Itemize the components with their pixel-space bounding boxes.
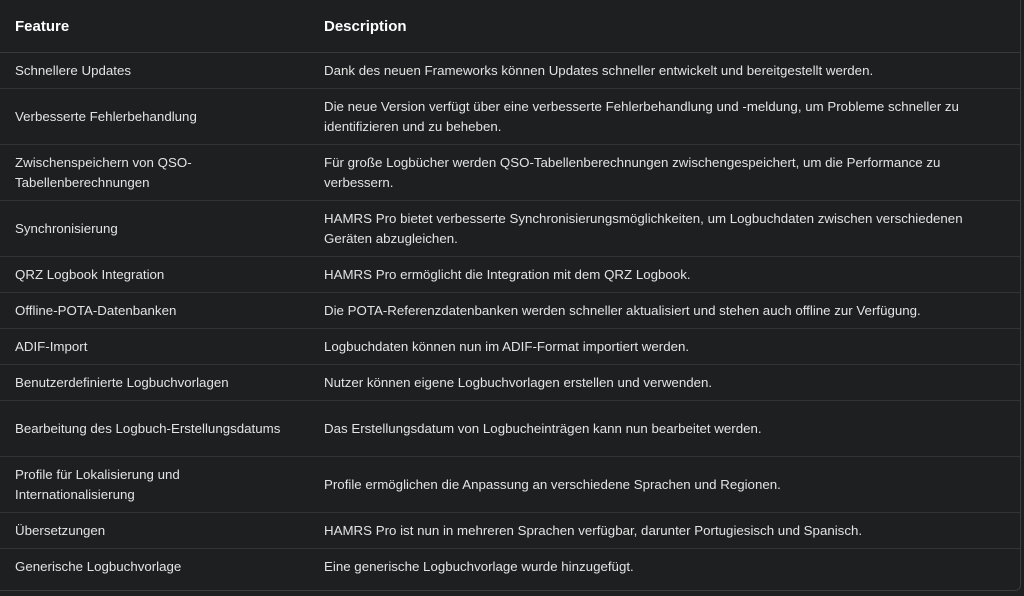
table-header — [0, 0, 1020, 53]
description-cell: Für große Logbücher werden QSO-Tabellenberechnungen zwischengespeichert, um die Performance zu verbessern. — [309, 145, 1020, 201]
table-row — [0, 401, 1020, 457]
description-cell: HAMRS Pro ermöglicht die Integration mit dem QRZ Logbook. — [309, 257, 1020, 293]
column-header-feature: Feature — [0, 0, 309, 53]
description-cell: HAMRS Pro bietet verbesserte Synchronisierungsmöglichkeiten, um Logbuchdaten zwischen verschiedenen Geräten abzugleichen. — [309, 201, 1020, 257]
feature-cell: QRZ Logbook Integration — [0, 257, 309, 293]
table-row — [0, 89, 1020, 145]
table-row — [0, 365, 1020, 401]
feature-cell: Bearbeitung des Logbuch-Erstellungsdatums — [0, 401, 309, 457]
feature-cell: Übersetzungen — [0, 513, 309, 549]
feature-cell: Synchronisierung — [0, 201, 309, 257]
description-cell: Die POTA-Referenzdatenbanken werden schneller aktualisiert und stehen auch offline zur Verfügung. — [309, 293, 1020, 329]
description-cell: Die neue Version verfügt über eine verbesserte Fehlerbehandlung und -meldung, um Probleme schneller zu identifizieren und zu beheben. — [309, 89, 1020, 145]
table-row — [0, 257, 1020, 293]
description-cell: Nutzer können eigene Logbuchvorlagen erstellen und verwenden. — [309, 365, 1020, 401]
description-cell: Profile ermöglichen die Anpassung an verschiedene Sprachen und Regionen. — [309, 457, 1020, 513]
table-row — [0, 201, 1020, 257]
table-body — [0, 53, 1020, 585]
feature-cell: Generische Logbuchvorlage — [15, 558, 182, 574]
table-row — [0, 549, 1020, 585]
description-cell: Logbuchdaten können nun im ADIF-Format importiert werden. — [309, 329, 1020, 365]
table-row — [0, 329, 1020, 365]
table-row — [0, 53, 1020, 89]
feature-cell: Offline-POTA-Datenbanken — [0, 293, 309, 329]
table-row — [0, 293, 1020, 329]
feature-cell: Schnellere Updates — [0, 53, 309, 89]
feature-cell: ADIF-Import — [0, 329, 309, 365]
feature-cell: Zwischenspeichern von QSO-Tabellenberechnungen — [0, 145, 309, 201]
description-cell: Dank des neuen Frameworks können Updates schneller entwickelt und bereitgestellt werden. — [309, 53, 1020, 89]
description-cell: HAMRS Pro ist nun in mehreren Sprachen verfügbar, darunter Portugiesisch und Spanisch. — [309, 513, 1020, 549]
feature-cell: Verbesserte Fehlerbehandlung — [0, 89, 309, 145]
feature-cell: Profile für Lokalisierung und Internationalisierung — [0, 457, 309, 513]
header-row — [0, 0, 1020, 53]
feature-cell: Benutzerdefinierte Logbuchvorlagen — [0, 365, 309, 401]
column-header-description: Description — [309, 0, 1020, 53]
description-cell: Eine generische Logbuchvorlage wurde hinzugefügt. — [324, 558, 634, 574]
table-row — [0, 145, 1020, 201]
table-row — [0, 513, 1020, 549]
table-row — [0, 457, 1020, 513]
description-cell: Das Erstellungsdatum von Logbucheinträgen kann nun bearbeitet werden. — [309, 401, 1020, 457]
